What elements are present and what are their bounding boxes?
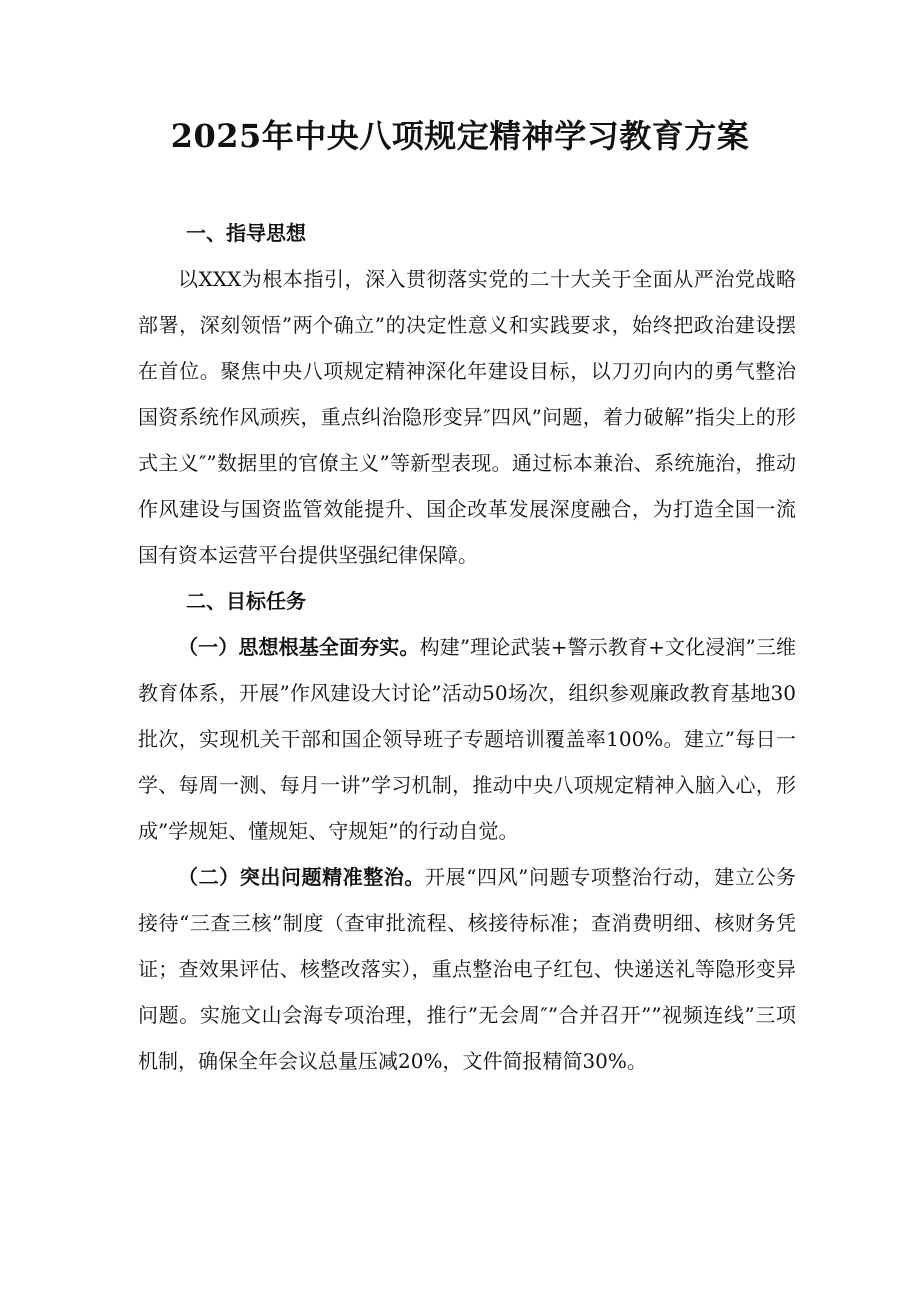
paragraph	[138, 854, 796, 1084]
section-heading: 二、目标任务	[186, 589, 306, 613]
section-guiding-ideology	[138, 210, 796, 578]
paragraph-text: 开展“四风”问题专项整治行动，建立公务接待“三查三核”制度（查审批流程、核接待标准；查消费明细、核财务凭证；查效果评估、核整改落实），重点整治电子红包、快递送礼等隐形变异问题。实施文山会海专项治理，推行”无会周″”合并召开””视频连线”三项机制，确保全年会议总量压减20%，文件简报精简30%。	[138, 865, 797, 1073]
document-body	[138, 210, 796, 1084]
document-title: 2025年中央八项规定精神学习教育方案	[170, 117, 750, 155]
section-heading: 一、指导思想	[186, 221, 306, 245]
section-goals-tasks	[138, 578, 796, 1084]
paragraph	[138, 256, 796, 578]
paragraph-text: 构建”理论武装+警示教育+文化浸润”三维教育体系，开展”作风建设大讨论”活动50场次，组织参观廉政教育基地30批次，实现机关干部和国企领导班子专题培训覆盖率100%。建立”每日一学、每周一测、每月一讲”学习机制，推动中央八项规定精神入脑入心，形成”学规矩、懂规矩、守规矩”的行动自觉。	[138, 635, 796, 843]
paragraph-text: 以XXX为根本指引，深入贯彻落实党的二十大关于全面从严治党战略部署，深刻领悟”两个确立”的决定性意义和实践要求，始终把政治建设摆在首位。聚焦中央八项规定精神深化年建设目标，以刀刃向内的勇气整治国资系统作风顽疾，重点纠治隐形变异″四风”问题，着力破解”指尖上的形式主义″”数据里的官僚主义”等新型表现。通过标本兼治、系统施治，推动作风建设与国资监管效能提升、国企改革发展深度融合，为打造全国一流国有资本运营平台提供坚强纪律保障。	[138, 267, 796, 567]
paragraph-lead: （一）思想根基全面夯实。	[178, 635, 420, 659]
paragraph	[138, 624, 796, 854]
paragraph-lead: （二）突出问题精准整治。	[178, 865, 426, 889]
